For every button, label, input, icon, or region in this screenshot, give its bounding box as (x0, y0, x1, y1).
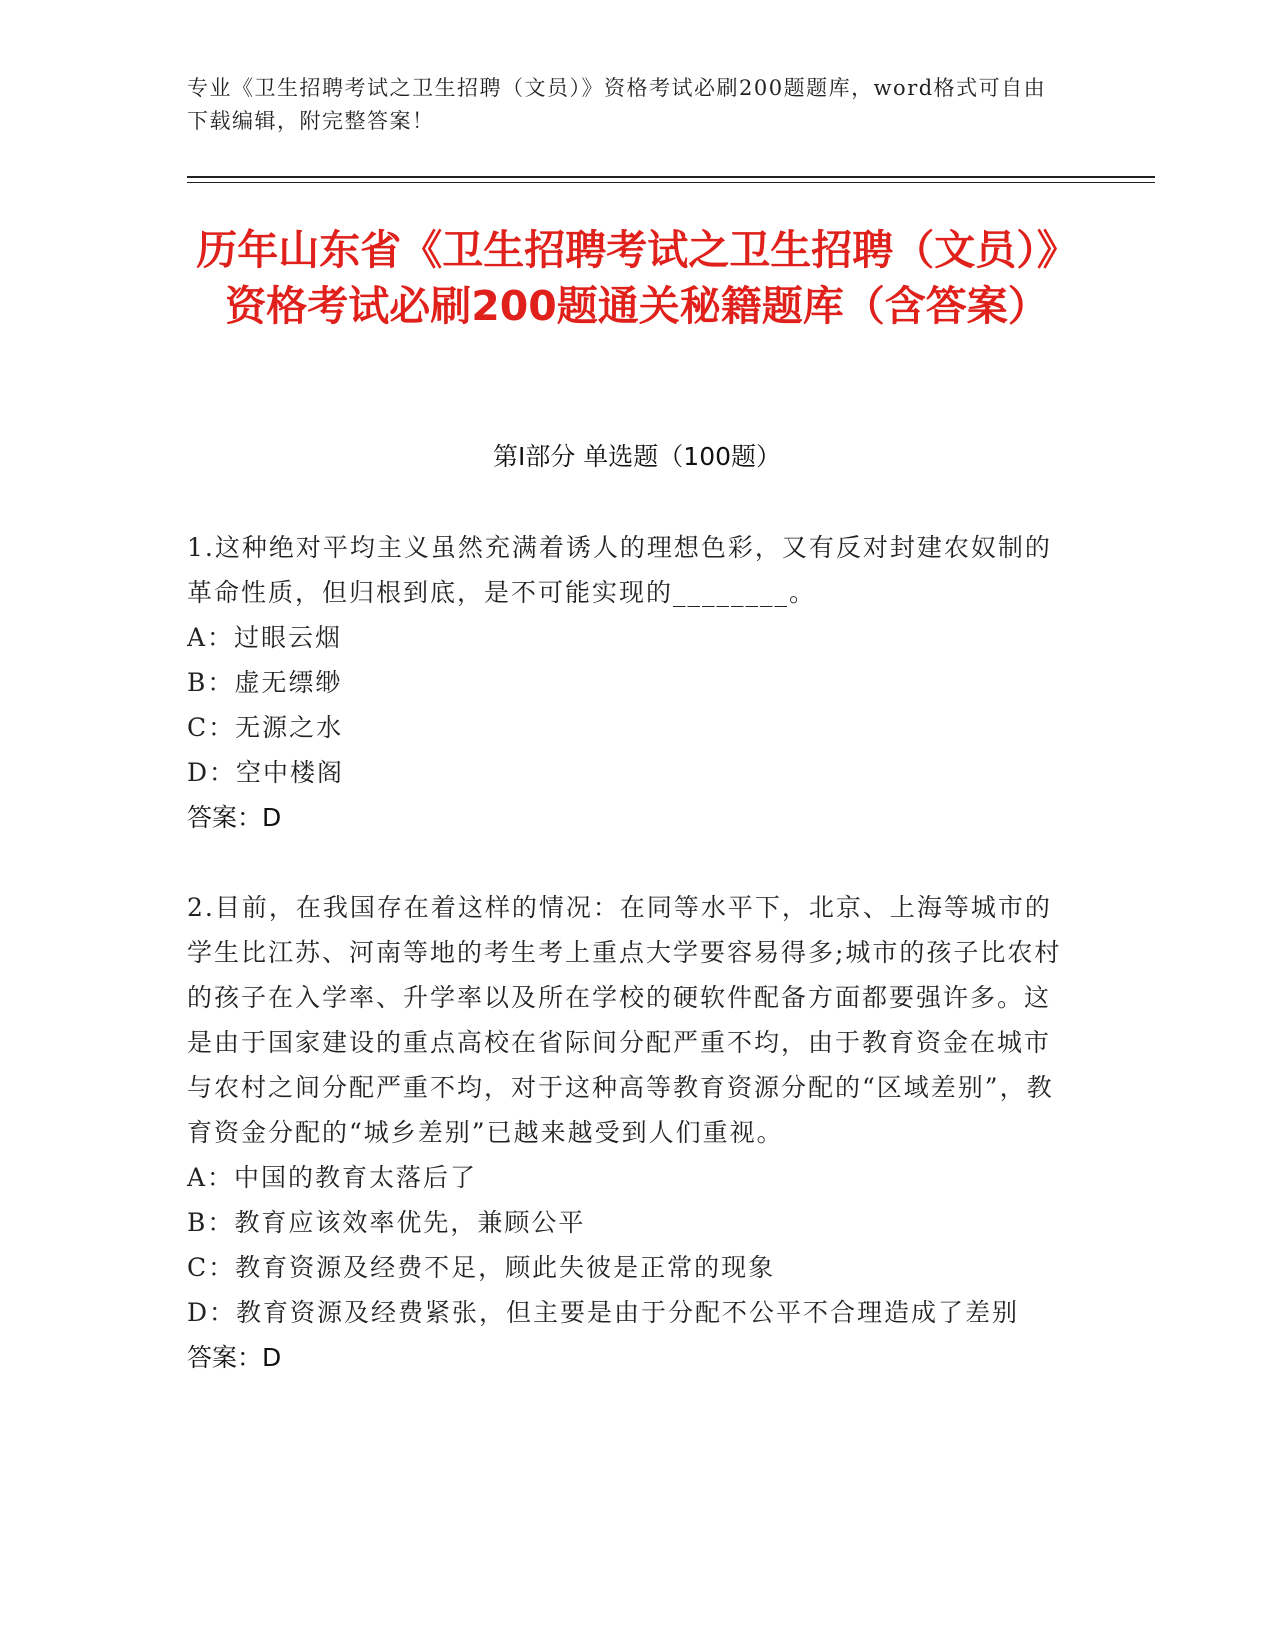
option-a: A：过眼云烟 (187, 623, 343, 652)
document-title: 历年山东省《卫生招聘考试之卫生招聘（文员）》资格考试必刷200题通关秘籍题库（含答案） (196, 226, 1078, 330)
option-d: D：空中楼阁 (187, 758, 345, 787)
question-stem: 1.这种绝对平均主义虽然充满着诱人的理想色彩，又有反对封建农奴制的革命性质，但归根到底，是不可能实现的________。 (187, 533, 1052, 607)
option-c: C：教育资源及经费不足，顾此失彼是正常的现象 (187, 1253, 776, 1282)
question-1 (187, 525, 1072, 840)
header-divider-thick (187, 176, 1155, 178)
question-stem: 2.目前，在我国存在着这样的情况：在同等水平下，北京、上海等城市的学生比江苏、河南等地的考生考上重点大学要容易得多;城市的孩子比农村的孩子在入学率、升学率以及所在学校的硬软件配备方面都要强许多。这是由于国家建设的重点高校在省际间分配严重不均，由于教育资金在城市与农村之间分配严重不均，对于这种高等教育资源分配的“区域差别”，教育资金分配的“城乡差别”已越来越受到人们重视。 (187, 893, 1062, 1147)
option-a: A：中国的教育太落后了 (187, 1163, 478, 1192)
option-d: D：教育资源及经费紧张，但主要是由于分配不公平不合理造成了差别 (187, 1298, 1020, 1327)
question-2 (187, 885, 1072, 1380)
header-divider-thin (187, 182, 1155, 183)
header-note: 专业《卫生招聘考试之卫生招聘（文员）》资格考试必刷200题题库，word格式可自由下载编辑，附完整答案！ (187, 76, 1047, 133)
answer: 答案：D (187, 803, 282, 832)
section-title: 第Ⅰ部分 单选题（100题） (492, 442, 782, 471)
option-b: B：虚无缥缈 (187, 668, 343, 697)
option-c: C：无源之水 (187, 713, 344, 742)
answer: 答案：D (187, 1343, 282, 1372)
option-b: B：教育应该效率优先，兼顾公平 (187, 1208, 586, 1237)
